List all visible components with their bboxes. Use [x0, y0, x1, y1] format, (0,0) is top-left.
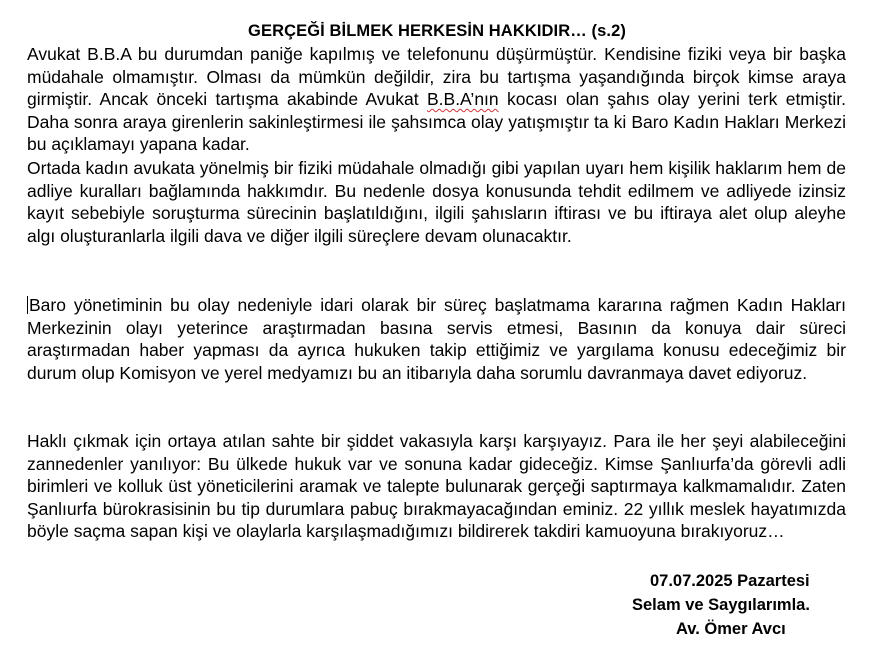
text-cursor	[27, 296, 28, 314]
spellcheck-flagged-word[interactable]: B.B.A’nın	[426, 89, 499, 110]
paragraph-3	[27, 294, 846, 384]
signature-date: 07.07.2025 Pazartesi	[650, 572, 810, 590]
document-title: GERÇEĞİ BİLMEK HERKESİN HAKKIDIR… (s.2)	[248, 22, 626, 40]
signature-greeting: Selam ve Saygılarımla.	[632, 596, 810, 614]
paragraph-1	[27, 43, 846, 156]
signature-name: Av. Ömer Avcı	[676, 620, 786, 638]
paragraph-4: Haklı çıkmak için ortaya atılan sahte bir şiddet vakasıyla karşı karşıyayız. Para ile her şeyi alabileceğini zannedenler yanılıyor: Bu ülkede hukuk var ve sonuna kadar gideceğiz. Kimse Şanlıurfa’da görevli adli birimleri ve kolluk üst yöneticilerini aramak ve talepte bulunarak gerçeği saptırmaya kalkmamalıdır. Zaten Şanlıurfa bürokrasisinin bu tip durumlara pabuç bırakmayacağından eminiz. 22 yıllık meslek hayatımızda böyle saçma sapan kişi ve olaylarla karşılaşmadığımızı bildirerek takdiri kamuoyuna bırakıyoruz…	[27, 431, 846, 542]
paragraph-1-text-start: Avukat B.B.A bu durumdan paniğe kapılmış ve telefonunu düşürmüştür. Kendisine fiziki veya bir başka müdahale olmamıştır. Olması da mümkün değildir, zira bu tartışma yaşandığında birçok kimse araya girmiştir. Ancak önceki tartışma akabinde Avukat	[27, 44, 846, 110]
paragraph-1-text-end: kocası olan şahıs olay yerini terk etmiştir. Daha sonra araya girenlerin sakinleştirmesi ile şahsımca olay yatışmıştır ta ki Baro Kadın Hakları Merkezi bu açıklamayı yapana kadar.	[27, 89, 847, 155]
paragraph-2: Ortada kadın avukata yönelmiş bir fiziki müdahale olmadığı gibi yapılan uyarı hem kişilik haklarım hem de adliye kuralları bağlamında hakkımdır. Bu nedenle dosya konusunda tehdit edilmem ve adliyede izinsiz kayıt sebebiyle soruşturma sürecinin başlatıldığını, ilgili şahısların iftirası ve bu iftiraya alet olup aleyhe algı oluşturanlarla ilgili dava ve diğer ilgili süreçlere devam olunacaktır.	[27, 158, 846, 246]
paragraph-3-text: Baro yönetiminin bu olay nedeniyle idari olarak bir süreç başlatmama kararına rağmen Kadın Hakları Merkezinin olayı yeterince araştırmadan basına servis etmesi, Basının da konuya dair süreci araştırmadan haber yapması da ayrıca hukuken takip ettiğimiz ve yargılama konusu edeceğimiz bir durum olup Komisyon ve yerel medyamızı bu an itibarıyla daha sorumlu davranmaya davet ediyoruz.	[27, 295, 846, 383]
